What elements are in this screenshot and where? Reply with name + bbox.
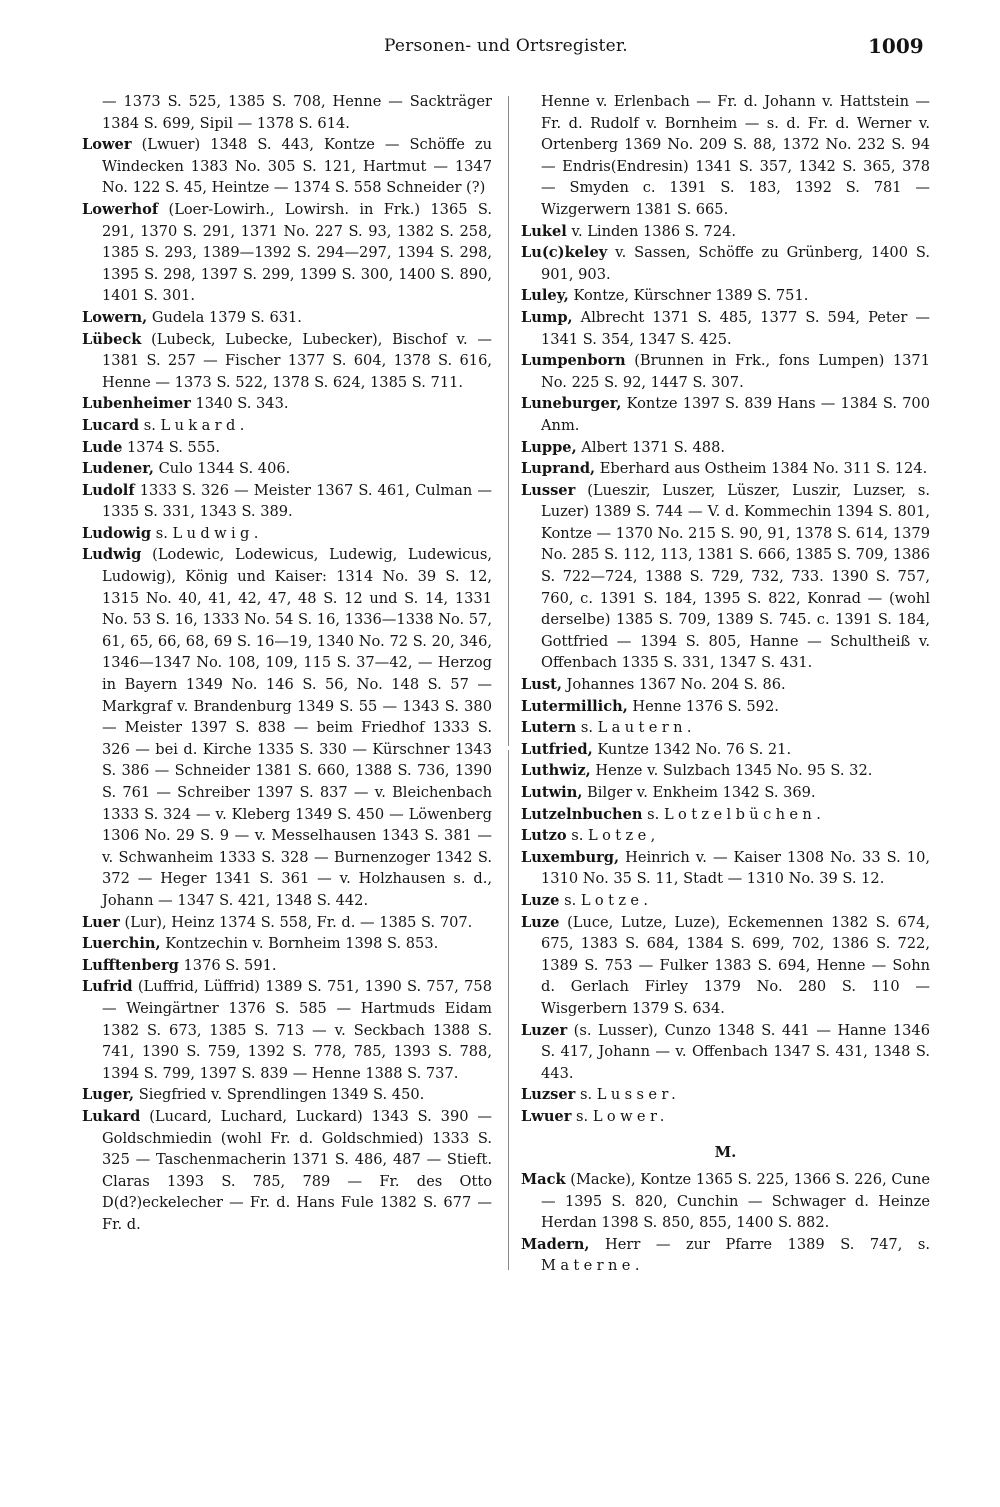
entry-headword: Lutzelnbuchen (521, 805, 643, 823)
index-entry (82, 134, 492, 199)
page-header (0, 36, 1000, 66)
entry-headword: Luzser (521, 1086, 576, 1104)
entry-text: Kontzechin v. Bornheim 1398 S. 853. (160, 935, 439, 953)
entry-text: Kontze 1397 S. 839 Hans — 1384 S. 700 Anm. (541, 395, 930, 434)
entry-text: (Lwuer) 1348 S. 443, Kontze — Schöffe zu Windecken 1383 No. 305 S. 121, Hartmut — 1347 No. 122 S. 45, Heintze — 1374 S. 558 Schneider (?) (102, 136, 492, 197)
index-entry (521, 760, 930, 782)
running-title: Personen- und Ortsregister. (384, 36, 628, 56)
entry-headword: Lutern (521, 719, 577, 737)
entry-headword: Lübeck (82, 330, 142, 348)
entry-headword: Lutfried, (521, 740, 593, 758)
entry-headword: Lower (82, 136, 132, 154)
entry-headword: Lowern, (82, 308, 148, 326)
entry-headword: Mack (521, 1171, 566, 1189)
index-entry (521, 437, 930, 459)
right-column (521, 91, 930, 1277)
entry-text: s. (566, 827, 589, 845)
right-column-l-entries (521, 91, 930, 1128)
index-entry (82, 458, 492, 480)
index-entry (521, 825, 930, 847)
entry-text: 1376 S. 591. (178, 956, 277, 974)
entry-headword: Lukard (82, 1107, 141, 1125)
entry-headword: Lump, (521, 308, 573, 326)
entry-headword: Luxemburg, (521, 848, 620, 866)
entry-headword: Luzer (521, 1021, 568, 1039)
index-entry (521, 1106, 930, 1128)
entry-text: (Lur), Heinz 1374 S. 558, Fr. d. — 1385 S. 707. (119, 913, 473, 931)
index-entry (521, 393, 930, 436)
index-entry (521, 91, 930, 221)
index-entry (521, 307, 930, 350)
entry-headword: Lude (82, 438, 123, 456)
index-entry (521, 480, 930, 674)
index-entry (82, 393, 492, 415)
index-entry (82, 329, 492, 394)
index-entry (521, 1084, 930, 1106)
index-entry (521, 1234, 930, 1277)
entry-headword: Luerchin, (82, 935, 161, 953)
cross-reference: Lower. (592, 1107, 669, 1125)
entry-text: (s. Lusser), Cunzo 1348 S. 441 — Hanne 1346 S. 417, Johann — v. Offenbach 1347 S. 431, 1348 S. 443. (541, 1021, 930, 1082)
index-entry (521, 717, 930, 739)
entry-text: s. (571, 1107, 593, 1125)
cross-reference: Lotzelbüchen. (663, 805, 826, 823)
entry-headword: Luer (82, 913, 120, 931)
entry-headword: Lubenheimer (82, 395, 191, 413)
entry-headword: Ludwig (82, 546, 142, 564)
entry-text: s. (139, 416, 161, 434)
index-entry (82, 955, 492, 977)
entry-headword: Luze (521, 891, 560, 909)
entry-text: (Lucard, Luchard, Luckard) 1343 S. 390 — Goldschmiedin (wohl Fr. d. Goldschmied) 1333 S. 325 — Taschenmacherin 1371 S. 486, 487 — Stieft. Claras 1393 S. 785, 789 — Fr. des Otto D(d?)eckelecher — Fr. d. Hans Fule 1382 S. 677 — Fr. d. (102, 1107, 492, 1233)
entry-text: Heinrich v. — Kaiser 1308 No. 33 S. 10, 1310 No. 35 S. 11, Stadt — 1310 No. 39 S. 12. (541, 848, 930, 888)
entry-text: — 1373 S. 525, 1385 S. 708, Henne — Sackträger 1384 S. 699, Sipil — 1378 S. 614. (102, 93, 492, 132)
entry-text: 1374 S. 555. (122, 438, 221, 456)
index-entry (521, 696, 930, 718)
index-entry (521, 890, 930, 912)
entry-text: s. (576, 719, 598, 737)
entry-headword: Lust, (521, 676, 562, 694)
entry-text: (Macke), Kontze 1365 S. 225, 1366 S. 226, Cune — 1395 S. 820, Cunchin — Schwager d. Heinze Herdan 1398 S. 850, 855, 1400 S. 882. (541, 1171, 930, 1232)
entry-text: (Luce, Lutze, Luze), Eckemennen 1382 S. 674, 675, 1383 S. 684, 1384 S. 699, 702, 1386 S. 722, 1389 S. 753 — Fulker 1383 S. 694, Henne — Sohn d. Gerlach Firley 1379 No. 280 S. 110 — Wisgerbern 1379 S. 634. (541, 913, 930, 1017)
index-entry (521, 804, 930, 826)
entry-headword: Lutzo (521, 827, 567, 845)
entry-headword: Luthwiz, (521, 762, 591, 780)
index-entry (521, 782, 930, 804)
entry-headword: Lufftenberg (82, 956, 179, 974)
entry-text: 1333 S. 326 — Meister 1367 S. 461, Culman — 1335 S. 331, 1343 S. 389. (102, 481, 492, 521)
entry-text: s. (151, 524, 173, 542)
index-entry (521, 674, 930, 696)
entry-text: Kuntze 1342 No. 76 S. 21. (592, 740, 792, 758)
entry-headword: Lufrid (82, 978, 133, 996)
page-number: 1009 (868, 34, 924, 58)
entry-headword: Luger, (82, 1086, 135, 1104)
entry-headword: Luze (521, 913, 560, 931)
entry-text: (Lubeck, Lubecke, Lubecker), Bischof v. — 1381 S. 257 — Fischer 1377 S. 604, 1378 S. 616, Henne — 1373 S. 522, 1378 S. 624, 1385 S. 711. (102, 330, 492, 391)
entry-text: Henne 1376 S. 592. (627, 697, 779, 715)
entry-headword: Ludowig (82, 524, 152, 542)
index-entry (521, 242, 930, 285)
entry-text: Albert 1371 S. 488. (576, 438, 725, 456)
index-entry (82, 437, 492, 459)
index-entry (82, 976, 492, 1084)
index-entry (82, 523, 492, 545)
entry-text: Bilger v. Enkheim 1342 S. 369. (582, 784, 816, 801)
entry-text: Culo 1344 S. 406. (153, 460, 291, 478)
entry-text: Albrecht 1371 S. 485, 1377 S. 594, Peter — 1341 S. 354, 1347 S. 425. (541, 308, 930, 348)
entry-text: Henne v. Erlenbach — Fr. d. Johann v. Hattstein — Fr. d. Rudolf v. Bornheim — s. d. Fr. d. Werner v. Ortenberg 1369 No. 209 S. 88, 1372 No. 232 S. 94 — Endris(Endresin) 1341 S. 357, 1342 S. 365, 378 — Smyden c. 1391 S. 183, 1392 S. 781 — Wizgerwern 1381 S. 665. (541, 93, 930, 218)
cross-reference: Lautern. (597, 719, 696, 737)
index-entry (82, 480, 492, 523)
right-column-m-entries (521, 1169, 930, 1277)
index-entry (521, 1020, 930, 1085)
cross-reference: Materne. (541, 1257, 644, 1275)
index-entry (82, 544, 492, 911)
entry-text: (Lodewic, Lodewicus, Ludewig, Ludewicus, Ludowig), König und Kaiser: 1314 No. 39 S. 12, 1315 No. 40, 41, 42, 47, 48 S. 12 und S. 14, 1331 No. 53 S. 16, 1333 No. 54 S. 16, 1336—1338 No. 57, 61, 65, 66, 68, 69 S. 16—19, 1340 No. 72 S. 20, 346, 1346—1347 No. 108, 109, 115 S. 37—42, — Herzog in Bayern 1349 No. 146 S. 56, No. 148 S. 57 — Markgraf v. Brandenburg 1349 S. 55 — 1343 S. 380 — Meister 1397 S. 838 — beim Friedhof 1333 S. 326 — bei d. Kirche 1335 S. 330 — Kürschner 1343 S. 386 — Schneider 1381 S. 660, 1388 S. 736, 1390 S. 761 — Schreiber 1397 S. 837 — v. Bleichenbach 1333 S. 324 — v. Kleberg 1349 S. 450 — Löwenberg 1306 No. 29 S. 9 — v. Messelhausen 1343 S. 381 — v. Schwanheim 1333 S. 328 — Burnenzoger 1342 S. 372 — Heger 1341 S. 361 — v. Holzhausen s. d., Johann — 1347 S. 421, 1348 S. 442. (102, 546, 492, 909)
entry-text: v. Sassen, Schöffe zu Grünberg, 1400 S. 901, 903. (541, 244, 930, 283)
entry-text: (Luffrid, Lüffrid) 1389 S. 751, 1390 S. 757, 758 — Weingärtner 1376 S. 585 — Hartmuds Eidam 1382 S. 673, 1385 S. 713 — v. Seckbach 1388 S. 741, 1390 S. 759, 1392 S. 778, 785, 1393 S. 788, 1394 S. 799, 1397 S. 839 — Henne 1388 S. 737. (102, 978, 492, 1082)
entry-headword: Lutwin, (521, 784, 583, 801)
entry-text: (Brunnen in Frk., fons Lumpen) 1371 No. 225 S. 92, 1447 S. 307. (541, 352, 930, 391)
cross-reference: Ludwig. (172, 524, 263, 542)
section-heading: M. (714, 1142, 737, 1161)
entry-text: Herr — zur Pfarre 1389 S. 747, s. (589, 1235, 930, 1253)
index-entry (82, 307, 492, 329)
index-entry (82, 912, 492, 934)
index-entry (521, 912, 930, 1020)
entry-headword: Lowerhof (82, 200, 159, 218)
index-entry (82, 415, 492, 437)
cross-reference: Lukard. (160, 416, 249, 434)
index-entry (82, 1084, 492, 1106)
index-entry (82, 933, 492, 955)
entry-text: s. (575, 1086, 597, 1104)
index-entry (521, 1169, 930, 1234)
column-divider-upper (508, 96, 509, 746)
index-entry (82, 199, 492, 307)
entry-text: Gudela 1379 S. 631. (147, 308, 302, 326)
entry-headword: Ludolf (82, 481, 135, 499)
entry-text: Eberhard aus Ostheim 1384 No. 311 S. 124. (595, 460, 928, 478)
entry-text: s. (642, 805, 664, 823)
entry-headword: Lwuer (521, 1107, 572, 1125)
cross-reference: Lusser. (596, 1086, 681, 1104)
entry-headword: Lumpenborn (521, 352, 626, 370)
left-column (82, 91, 492, 1235)
index-entry (521, 350, 930, 393)
entry-headword: Luprand, (521, 460, 596, 478)
entry-text: v. Linden 1386 S. 724. (566, 222, 737, 240)
entry-text: Henze v. Sulzbach 1345 No. 95 S. 32. (590, 762, 873, 780)
cross-reference: Lotze, (588, 827, 660, 845)
entry-text: Johannes 1367 No. 204 S. 86. (561, 676, 786, 694)
entry-headword: Luppe, (521, 438, 577, 456)
entry-headword: Lukel (521, 222, 567, 240)
index-entry (521, 285, 930, 307)
column-divider-lower (508, 750, 509, 1270)
entry-text: Siegfried v. Sprendlingen 1349 S. 450. (134, 1086, 425, 1104)
entry-text: (Lueszir, Luszer, Lüszer, Luszir, Luzser, s. Luzer) 1389 S. 744 — V. d. Kommechin 1394 S. 801, Kontze — 1370 No. 215 S. 90, 91, 1378 S. 614, 1379 No. 285 S. 112, 113, 1381 S. 666, 1385 S. 709, 1386 S. 722—724, 1388 S. 729, 732, 733. 1390 S. 757, 760, c. 1391 S. 184, 1395 S. 822, Konrad — (wohl derselbe) 1385 S. 709, 1389 S. 745. c. 1391 S. 184, Gottfried — 1394 S. 805, Hanne — Schultheiß v. Offenbach 1335 S. 331, 1347 S. 431. (541, 481, 930, 672)
entry-headword: Luley, (521, 287, 569, 305)
entry-headword: Lutermillich, (521, 697, 628, 715)
index-entry (82, 1106, 492, 1236)
cross-reference: Lotze. (580, 891, 653, 909)
index-entry (521, 847, 930, 890)
entry-headword: Luneburger, (521, 395, 622, 413)
entry-headword: Lu(c)keley (521, 244, 608, 262)
index-entry (521, 458, 930, 480)
entry-headword: Lusser (521, 481, 576, 499)
index-entry (521, 739, 930, 761)
entry-headword: Madern, (521, 1235, 590, 1253)
entry-headword: Ludener, (82, 460, 154, 478)
entry-text: s. (559, 891, 581, 909)
entry-text: 1340 S. 343. (190, 395, 289, 413)
index-entry (521, 221, 930, 243)
entry-text: Kontze, Kürschner 1389 S. 751. (568, 287, 809, 305)
entry-text: (Loer-Lowirh., Lowirsh. in Frk.) 1365 S. 291, 1370 S. 291, 1371 No. 227 S. 93, 1382 S. 258, 1385 S. 293, 1389—1392 S. 294—297, 1394 S. 298, 1395 S. 298, 1397 S. 299, 1399 S. 300, 1400 S. 890, 1401 S. 301. (102, 200, 492, 305)
entry-headword: Lucard (82, 416, 140, 434)
index-entry (82, 91, 492, 134)
